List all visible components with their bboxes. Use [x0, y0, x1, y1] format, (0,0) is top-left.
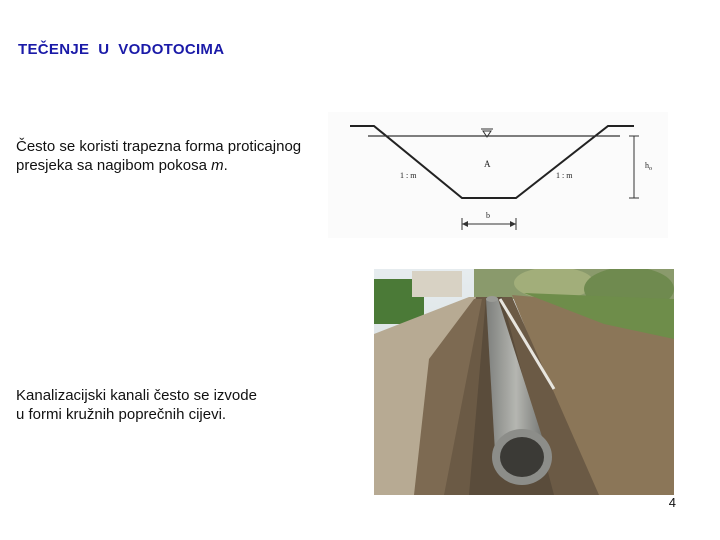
trapezoid-channel-diagram: [328, 112, 668, 238]
page-number: 4: [668, 495, 676, 510]
width-arrow-left: [462, 221, 468, 227]
area-label: A: [484, 159, 491, 169]
line2-prefix: presjeka sa nagibom pokosa: [16, 157, 212, 174]
line2-suffix: .: [223, 157, 228, 174]
pipe-trench-photo: [374, 269, 674, 495]
slide-title: TEČENJE U VODOTOCIMA: [18, 41, 225, 58]
left-slope-label: 1 : m: [400, 171, 417, 180]
slope-symbol-m: m: [211, 157, 224, 174]
trapezoid-diagram-svg: [328, 112, 668, 238]
paragraph-trapezoid-line1: Često se koristi trapezna forma proticajnog: [16, 138, 302, 155]
right-slope-label: 1 : m: [556, 171, 573, 180]
pipe-trench-photo-svg: [374, 269, 674, 495]
bottom-width-label: b: [486, 211, 490, 220]
paragraph-trapezoid: [16, 137, 301, 175]
paragraph-sewer-line1: Kanalizacijski kanali često se izvode: [16, 387, 257, 404]
depth-label: $h_o$: [645, 161, 652, 172]
pipe-opening: [500, 437, 544, 477]
background-building: [412, 271, 462, 297]
paragraph-sewer: [16, 386, 257, 424]
channel-outline: [350, 126, 634, 198]
width-arrow-right: [510, 221, 516, 227]
paragraph-sewer-line2: u formi kružnih poprečnih cijevi.: [16, 406, 227, 423]
paragraph-trapezoid-line2: [16, 156, 301, 175]
